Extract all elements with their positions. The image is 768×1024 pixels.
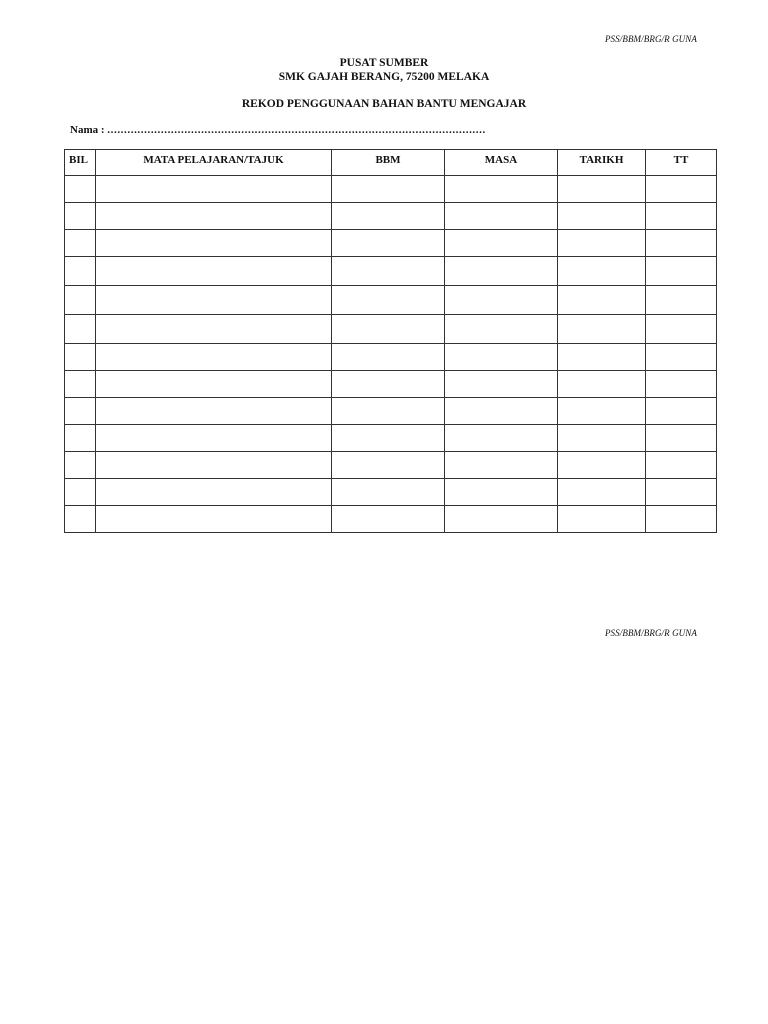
subject-cell <box>96 257 332 286</box>
bil-cell <box>65 479 96 506</box>
tt-cell <box>646 315 717 344</box>
tt-cell <box>646 506 717 533</box>
tt-cell <box>646 286 717 315</box>
table-row <box>65 479 717 506</box>
school-name: SMK GAJAH BERANG, 75200 MELAKA <box>278 71 490 83</box>
bil-cell <box>65 286 96 315</box>
form-reference-code-top: PSS/BBM/BRG/R GUNA <box>604 34 697 44</box>
bil-cell <box>65 452 96 479</box>
subject-cell <box>96 506 332 533</box>
column-header-bil: BIL <box>65 150 96 176</box>
masa-cell <box>445 315 558 344</box>
table-row <box>65 286 717 315</box>
bbm-cell <box>332 176 445 203</box>
table-row <box>65 398 717 425</box>
column-header-tarikh: TARIKH <box>558 150 646 176</box>
column-header-tt: TT <box>646 150 717 176</box>
bil-cell <box>65 506 96 533</box>
subject-cell <box>96 371 332 398</box>
subject-cell <box>96 344 332 371</box>
tarikh-cell <box>558 230 646 257</box>
masa-cell <box>445 452 558 479</box>
tarikh-cell <box>558 315 646 344</box>
masa-cell <box>445 371 558 398</box>
masa-cell <box>445 479 558 506</box>
bil-cell <box>65 371 96 398</box>
table-row <box>65 506 717 533</box>
tarikh-cell <box>558 506 646 533</box>
tarikh-cell <box>558 257 646 286</box>
bil-cell <box>65 257 96 286</box>
subject-cell <box>96 176 332 203</box>
subject-cell <box>96 425 332 452</box>
form-reference-code-bottom: PSS/BBM/BRG/R GUNA <box>604 628 697 638</box>
table-row <box>65 176 717 203</box>
masa-cell <box>445 176 558 203</box>
tt-cell <box>646 176 717 203</box>
name-fill-line: ................................................................................................................. <box>107 124 486 136</box>
bbm-cell <box>332 425 445 452</box>
tt-cell <box>646 452 717 479</box>
tarikh-cell <box>558 371 646 398</box>
tt-cell <box>646 479 717 506</box>
subject-cell <box>96 452 332 479</box>
bbm-cell <box>332 315 445 344</box>
bil-cell <box>65 230 96 257</box>
subject-cell <box>96 203 332 230</box>
bbm-cell <box>332 506 445 533</box>
bil-cell <box>65 425 96 452</box>
bbm-cell <box>332 257 445 286</box>
bil-cell <box>65 176 96 203</box>
tarikh-cell <box>558 479 646 506</box>
masa-cell <box>445 425 558 452</box>
subject-cell <box>96 315 332 344</box>
bbm-cell <box>332 230 445 257</box>
bbm-cell <box>332 452 445 479</box>
masa-cell <box>445 230 558 257</box>
tarikh-cell <box>558 398 646 425</box>
tt-cell <box>646 257 717 286</box>
bil-cell <box>65 344 96 371</box>
usage-record-table <box>64 149 717 533</box>
masa-cell <box>445 286 558 315</box>
tt-cell <box>646 371 717 398</box>
masa-cell <box>445 203 558 230</box>
table-row <box>65 452 717 479</box>
bbm-cell <box>332 286 445 315</box>
table-header-row <box>65 150 717 176</box>
bbm-cell <box>332 479 445 506</box>
table-row <box>65 371 717 398</box>
tt-cell <box>646 425 717 452</box>
table-row <box>65 425 717 452</box>
tt-cell <box>646 398 717 425</box>
tarikh-cell <box>558 452 646 479</box>
masa-cell <box>445 506 558 533</box>
subject-cell <box>96 398 332 425</box>
tarikh-cell <box>558 203 646 230</box>
tt-cell <box>646 203 717 230</box>
bil-cell <box>65 315 96 344</box>
subject-cell <box>96 479 332 506</box>
tarikh-cell <box>558 176 646 203</box>
column-header-masa: MASA <box>445 150 558 176</box>
masa-cell <box>445 398 558 425</box>
tarikh-cell <box>558 425 646 452</box>
masa-cell <box>445 344 558 371</box>
masa-cell <box>445 257 558 286</box>
bil-cell <box>65 398 96 425</box>
bbm-cell <box>332 398 445 425</box>
tt-cell <box>646 230 717 257</box>
tt-cell <box>646 344 717 371</box>
org-name: PUSAT SUMBER <box>339 57 429 69</box>
bbm-cell <box>332 203 445 230</box>
column-header-bbm: BBM <box>332 150 445 176</box>
name-field <box>70 124 486 136</box>
bbm-cell <box>332 344 445 371</box>
table-row <box>65 257 717 286</box>
table-row <box>65 344 717 371</box>
table-row <box>65 315 717 344</box>
column-header-subject: MATA PELAJARAN/TAJUK <box>96 150 332 176</box>
bbm-cell <box>332 371 445 398</box>
table-row <box>65 230 717 257</box>
bil-cell <box>65 203 96 230</box>
tarikh-cell <box>558 286 646 315</box>
name-label: Nama : <box>70 124 105 136</box>
form-title: REKOD PENGGUNAAN BAHAN BANTU MENGAJAR <box>241 98 527 110</box>
tarikh-cell <box>558 344 646 371</box>
table-row <box>65 203 717 230</box>
subject-cell <box>96 230 332 257</box>
subject-cell <box>96 286 332 315</box>
